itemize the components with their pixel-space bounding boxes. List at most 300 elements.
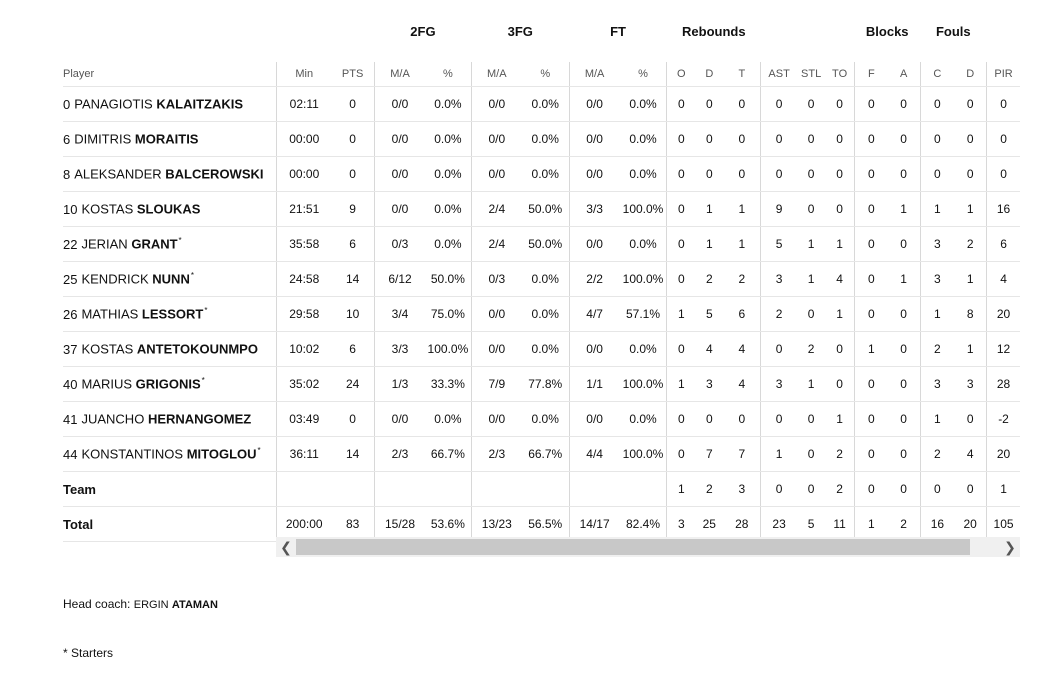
cell-reb-d: 3 xyxy=(695,367,723,402)
cell-fg3-pct: 0.0% xyxy=(522,262,569,297)
cell-pts: 0 xyxy=(331,87,374,122)
cell-min xyxy=(277,472,331,507)
col-3fg-ma: M/A xyxy=(471,62,521,87)
cell-reb-o: 0 xyxy=(667,192,695,227)
cell-to: 0 xyxy=(825,87,854,122)
cell-to: 0 xyxy=(825,332,854,367)
cell-fg3-pct: 77.8% xyxy=(522,367,569,402)
cell-ft-pct: 100.0% xyxy=(620,437,667,472)
cell-fg3-ma: 0/0 xyxy=(471,87,521,122)
player-first-name: ALEKSANDER xyxy=(74,166,162,182)
cell-pts: 10 xyxy=(331,297,374,332)
player-number: 26 xyxy=(63,306,78,322)
head-coach-first-name: ERGIN xyxy=(133,599,169,611)
player-row xyxy=(63,157,1020,192)
cell-pir: 28 xyxy=(987,367,1020,402)
player-first-name: JUANCHO xyxy=(81,411,145,427)
head-coach xyxy=(63,597,218,611)
player-last-name: ANTETOKOUNMPO xyxy=(136,341,258,357)
cell-to: 0 xyxy=(825,192,854,227)
cell-reb-o: 0 xyxy=(667,87,695,122)
cell-reb-d: 1 xyxy=(695,227,723,262)
cell-ast: 1 xyxy=(761,437,797,472)
cell-stl: 0 xyxy=(797,437,825,472)
cell-ft-ma: 0/0 xyxy=(569,122,619,157)
cell-fg2-ma: 6/12 xyxy=(375,262,425,297)
cell-reb-o: 0 xyxy=(667,227,695,262)
cell-foul-d: 4 xyxy=(954,437,986,472)
cell-min: 03:49 xyxy=(277,402,331,437)
player-cell xyxy=(63,437,277,472)
col-reb-t: T xyxy=(723,62,760,87)
cell-reb-t: 3 xyxy=(723,472,760,507)
cell-pir: 4 xyxy=(987,262,1020,297)
cell-stl: 0 xyxy=(797,472,825,507)
scroll-right-arrow-icon[interactable]: ❯ xyxy=(1004,538,1016,555)
cell-ft-pct: 0.0% xyxy=(620,87,667,122)
cell-pir: 0 xyxy=(987,157,1020,192)
cell-min: 200:00 xyxy=(277,507,331,542)
cell-ast: 3 xyxy=(761,262,797,297)
cell-ft-pct: 0.0% xyxy=(620,332,667,367)
cell-fg2-ma: 0/0 xyxy=(375,192,425,227)
player-cell xyxy=(63,332,277,367)
col-2fg-ma: M/A xyxy=(375,62,425,87)
cell-foul-d: 2 xyxy=(954,227,986,262)
col-to: TO xyxy=(825,62,854,87)
player-number: 37 xyxy=(63,341,78,357)
cell-ft-pct: 100.0% xyxy=(620,367,667,402)
scroll-left-arrow-icon[interactable]: ❮ xyxy=(280,538,292,555)
cell-stl: 0 xyxy=(797,297,825,332)
cell-reb-o: 0 xyxy=(667,122,695,157)
cell-foul-d: 0 xyxy=(954,472,986,507)
player-cell xyxy=(63,402,277,437)
cell-blk-a: 0 xyxy=(888,227,920,262)
cell-pir: 0 xyxy=(987,87,1020,122)
cell-pts: 0 xyxy=(331,122,374,157)
cell-blk-a: 0 xyxy=(888,437,920,472)
player-first-name: KOSTAS xyxy=(81,341,134,357)
col-reb-o: O xyxy=(667,62,695,87)
cell-ft-ma: 4/4 xyxy=(569,437,619,472)
cell-foul-c: 3 xyxy=(920,262,954,297)
cell-reb-t: 6 xyxy=(723,297,760,332)
cell-foul-c: 1 xyxy=(920,297,954,332)
cell-ft-ma xyxy=(569,472,619,507)
cell-ft-ma: 0/0 xyxy=(569,87,619,122)
cell-reb-d: 0 xyxy=(695,87,723,122)
cell-fg2-ma: 1/3 xyxy=(375,367,425,402)
player-number: 0 xyxy=(63,96,71,112)
cell-pts: 6 xyxy=(331,332,374,367)
group-rebounds: Rebounds xyxy=(682,23,746,39)
cell-fg2-ma: 2/3 xyxy=(375,437,425,472)
player-cell xyxy=(63,122,277,157)
cell-reb-o: 0 xyxy=(667,157,695,192)
cell-to: 2 xyxy=(825,472,854,507)
cell-stl: 5 xyxy=(797,507,825,542)
player-number: 22 xyxy=(63,236,78,252)
cell-fg2-pct: 53.6% xyxy=(425,507,471,542)
cell-ft-pct: 0.0% xyxy=(620,157,667,192)
player-row xyxy=(63,262,1020,297)
cell-blk-f: 0 xyxy=(854,227,887,262)
team-row xyxy=(63,472,1020,507)
group-2fg: 2FG xyxy=(410,23,436,39)
cell-blk-a: 0 xyxy=(888,367,920,402)
cell-to: 4 xyxy=(825,262,854,297)
cell-stl: 1 xyxy=(797,227,825,262)
player-row xyxy=(63,192,1020,227)
player-last-name: LESSORT xyxy=(141,306,204,322)
player-row xyxy=(63,402,1020,437)
cell-reb-o: 0 xyxy=(667,262,695,297)
cell-fg3-ma: 7/9 xyxy=(471,367,521,402)
player-cell xyxy=(63,87,277,122)
cell-fg3-pct: 0.0% xyxy=(522,332,569,367)
cell-ft-pct: 82.4% xyxy=(620,507,667,542)
player-cell xyxy=(63,157,277,192)
cell-reb-d: 25 xyxy=(695,507,723,542)
player-cell xyxy=(63,262,277,297)
cell-ast: 0 xyxy=(761,472,797,507)
cell-ft-ma: 0/0 xyxy=(569,157,619,192)
cell-ft-pct xyxy=(620,472,667,507)
cell-reb-d: 4 xyxy=(695,332,723,367)
cell-min: 36:11 xyxy=(277,437,331,472)
cell-fg2-pct xyxy=(425,472,471,507)
cell-ft-pct: 0.0% xyxy=(620,402,667,437)
cell-min: 00:00 xyxy=(277,122,331,157)
cell-stl: 0 xyxy=(797,157,825,192)
col-ft-pct: % xyxy=(620,62,667,87)
player-cell xyxy=(63,367,277,402)
cell-reb-d: 7 xyxy=(695,437,723,472)
cell-stl: 2 xyxy=(797,332,825,367)
player-last-name: GRANT xyxy=(131,236,178,252)
column-header-row xyxy=(63,62,1020,87)
player-number: 25 xyxy=(63,271,78,287)
cell-fg2-ma: 0/0 xyxy=(375,402,425,437)
player-number: 40 xyxy=(63,376,78,392)
boxscore-container xyxy=(63,0,1020,542)
cell-fg3-ma: 2/3 xyxy=(471,437,521,472)
cell-blk-a: 0 xyxy=(888,332,920,367)
cell-fg3-pct: 0.0% xyxy=(522,87,569,122)
col-blk-a: A xyxy=(888,62,920,87)
player-number: 10 xyxy=(63,201,78,217)
cell-reb-t: 4 xyxy=(723,332,760,367)
player-number: 8 xyxy=(63,166,71,182)
cell-fg3-pct: 66.7% xyxy=(522,437,569,472)
cell-fg2-pct: 0.0% xyxy=(425,402,471,437)
starter-mark: * xyxy=(201,376,205,386)
player-last-name: BALCEROWSKI xyxy=(165,166,264,182)
boxscore-table xyxy=(63,0,1020,542)
cell-fg2-pct: 0.0% xyxy=(425,122,471,157)
cell-fg3-ma: 0/3 xyxy=(471,262,521,297)
cell-blk-a: 0 xyxy=(888,157,920,192)
player-first-name: MATHIAS xyxy=(81,306,139,322)
cell-foul-d: 0 xyxy=(954,157,986,192)
cell-foul-c: 2 xyxy=(920,437,954,472)
cell-ast: 2 xyxy=(761,297,797,332)
team-label: Team xyxy=(63,472,277,507)
cell-reb-d: 0 xyxy=(695,402,723,437)
cell-reb-t: 0 xyxy=(723,122,760,157)
cell-fg3-ma: 0/0 xyxy=(471,402,521,437)
cell-foul-d: 8 xyxy=(954,297,986,332)
cell-reb-o: 3 xyxy=(667,507,695,542)
cell-blk-f: 0 xyxy=(854,367,887,402)
cell-min: 35:58 xyxy=(277,227,331,262)
cell-reb-d: 1 xyxy=(695,192,723,227)
scrollbar-thumb[interactable] xyxy=(296,539,970,555)
col-reb-d: D xyxy=(695,62,723,87)
cell-foul-d: 1 xyxy=(954,262,986,297)
cell-foul-c: 16 xyxy=(920,507,954,542)
cell-fg2-ma: 3/4 xyxy=(375,297,425,332)
cell-ast: 0 xyxy=(761,157,797,192)
player-first-name: JERIAN xyxy=(81,236,128,252)
cell-foul-d: 3 xyxy=(954,367,986,402)
player-last-name: GRIGONIS xyxy=(135,376,201,392)
cell-blk-a: 0 xyxy=(888,472,920,507)
player-number: 44 xyxy=(63,446,78,462)
cell-ast: 3 xyxy=(761,367,797,402)
cell-reb-d: 2 xyxy=(695,472,723,507)
cell-stl: 0 xyxy=(797,402,825,437)
starter-mark: * xyxy=(190,271,194,281)
cell-blk-a: 2 xyxy=(888,507,920,542)
total-label: Total xyxy=(63,507,277,542)
cell-foul-c: 1 xyxy=(920,402,954,437)
cell-fg2-ma: 3/3 xyxy=(375,332,425,367)
cell-foul-c: 0 xyxy=(920,122,954,157)
cell-foul-d: 1 xyxy=(954,332,986,367)
cell-fg3-pct: 0.0% xyxy=(522,157,569,192)
cell-foul-c: 2 xyxy=(920,332,954,367)
cell-reb-t: 28 xyxy=(723,507,760,542)
cell-fg2-pct: 50.0% xyxy=(425,262,471,297)
cell-reb-d: 0 xyxy=(695,122,723,157)
cell-ft-ma: 0/0 xyxy=(569,227,619,262)
cell-foul-c: 0 xyxy=(920,472,954,507)
col-2fg-pct: % xyxy=(425,62,471,87)
cell-fg2-ma xyxy=(375,472,425,507)
cell-ft-pct: 0.0% xyxy=(620,122,667,157)
starter-mark: * xyxy=(178,236,182,246)
cell-pir: 20 xyxy=(987,297,1020,332)
cell-blk-f: 0 xyxy=(854,262,887,297)
cell-fg3-ma: 13/23 xyxy=(471,507,521,542)
cell-reb-t: 2 xyxy=(723,262,760,297)
player-row xyxy=(63,87,1020,122)
player-first-name: KOSTAS xyxy=(81,201,134,217)
cell-to: 0 xyxy=(825,122,854,157)
col-foul-d: D xyxy=(954,62,986,87)
cell-pts: 6 xyxy=(331,227,374,262)
cell-blk-a: 0 xyxy=(888,402,920,437)
cell-to: 2 xyxy=(825,437,854,472)
cell-fg3-pct: 50.0% xyxy=(522,227,569,262)
cell-to: 1 xyxy=(825,402,854,437)
group-3fg: 3FG xyxy=(507,23,533,39)
cell-reb-d: 2 xyxy=(695,262,723,297)
cell-to: 1 xyxy=(825,227,854,262)
cell-ft-pct: 0.0% xyxy=(620,227,667,262)
boxscore-body xyxy=(63,87,1020,542)
cell-fg2-pct: 0.0% xyxy=(425,192,471,227)
starters-footnote: * Starters xyxy=(63,646,114,660)
cell-blk-f: 0 xyxy=(854,157,887,192)
cell-ast: 0 xyxy=(761,332,797,367)
player-first-name: PANAGIOTIS xyxy=(74,96,153,112)
cell-ast: 9 xyxy=(761,192,797,227)
col-foul-c: C xyxy=(920,62,954,87)
cell-ft-ma: 4/7 xyxy=(569,297,619,332)
player-cell xyxy=(63,227,277,262)
player-row xyxy=(63,437,1020,472)
player-last-name: SLOUKAS xyxy=(136,201,201,217)
cell-blk-a: 0 xyxy=(888,297,920,332)
player-last-name: MORAITIS xyxy=(134,131,199,147)
cell-min: 35:02 xyxy=(277,367,331,402)
player-row xyxy=(63,227,1020,262)
cell-foul-d: 0 xyxy=(954,122,986,157)
cell-fg2-pct: 0.0% xyxy=(425,157,471,192)
cell-reb-t: 1 xyxy=(723,192,760,227)
cell-reb-o: 1 xyxy=(667,367,695,402)
col-player: Player xyxy=(63,62,277,87)
col-pir: PIR xyxy=(987,62,1020,87)
cell-stl: 0 xyxy=(797,192,825,227)
cell-foul-c: 3 xyxy=(920,227,954,262)
player-row xyxy=(63,297,1020,332)
horizontal-scrollbar[interactable] xyxy=(276,537,1020,557)
cell-fg2-ma: 0/0 xyxy=(375,157,425,192)
starter-mark: * xyxy=(257,446,261,456)
cell-reb-o: 1 xyxy=(667,472,695,507)
cell-min: 21:51 xyxy=(277,192,331,227)
cell-reb-o: 1 xyxy=(667,297,695,332)
cell-fg3-ma: 0/0 xyxy=(471,332,521,367)
player-cell xyxy=(63,297,277,332)
cell-blk-f: 0 xyxy=(854,402,887,437)
cell-pts: 83 xyxy=(331,507,374,542)
cell-fg3-ma: 2/4 xyxy=(471,227,521,262)
cell-to: 0 xyxy=(825,367,854,402)
cell-to: 1 xyxy=(825,297,854,332)
cell-pts: 9 xyxy=(331,192,374,227)
cell-blk-f: 0 xyxy=(854,122,887,157)
cell-pts xyxy=(331,472,374,507)
cell-blk-f: 0 xyxy=(854,297,887,332)
cell-fg3-pct: 56.5% xyxy=(522,507,569,542)
cell-blk-a: 1 xyxy=(888,192,920,227)
cell-fg3-ma: 0/0 xyxy=(471,297,521,332)
cell-reb-t: 7 xyxy=(723,437,760,472)
cell-foul-c: 0 xyxy=(920,87,954,122)
player-first-name: KONSTANTINOS xyxy=(81,446,184,462)
col-ast: AST xyxy=(761,62,797,87)
cell-pts: 14 xyxy=(331,262,374,297)
cell-pir: 1 xyxy=(987,472,1020,507)
cell-fg3-pct: 0.0% xyxy=(522,402,569,437)
col-ft-ma: M/A xyxy=(569,62,619,87)
player-row xyxy=(63,122,1020,157)
cell-ast: 0 xyxy=(761,122,797,157)
cell-fg2-pct: 0.0% xyxy=(425,87,471,122)
col-stl: STL xyxy=(797,62,825,87)
cell-blk-a: 0 xyxy=(888,87,920,122)
cell-blk-a: 0 xyxy=(888,122,920,157)
cell-reb-t: 4 xyxy=(723,367,760,402)
cell-blk-f: 0 xyxy=(854,472,887,507)
cell-ast: 0 xyxy=(761,87,797,122)
group-header-row xyxy=(63,0,1020,62)
cell-stl: 1 xyxy=(797,262,825,297)
cell-reb-t: 0 xyxy=(723,402,760,437)
cell-ft-pct: 57.1% xyxy=(620,297,667,332)
cell-blk-f: 1 xyxy=(854,332,887,367)
head-coach-last-name: ATAMAN xyxy=(171,599,218,611)
cell-stl: 0 xyxy=(797,122,825,157)
cell-ft-ma: 2/2 xyxy=(569,262,619,297)
group-fouls: Fouls xyxy=(935,23,971,39)
player-first-name: DIMITRIS xyxy=(74,131,132,147)
cell-foul-c: 0 xyxy=(920,157,954,192)
player-number: 41 xyxy=(63,411,78,427)
cell-reb-t: 1 xyxy=(723,227,760,262)
cell-pts: 24 xyxy=(331,367,374,402)
cell-fg3-pct: 0.0% xyxy=(522,297,569,332)
cell-to: 11 xyxy=(825,507,854,542)
cell-pir: 6 xyxy=(987,227,1020,262)
cell-ft-ma: 0/0 xyxy=(569,332,619,367)
cell-reb-t: 0 xyxy=(723,87,760,122)
cell-reb-t: 0 xyxy=(723,157,760,192)
col-blk-f: F xyxy=(854,62,887,87)
group-blocks: Blocks xyxy=(865,23,909,39)
cell-pir: 0 xyxy=(987,122,1020,157)
cell-reb-o: 0 xyxy=(667,332,695,367)
cell-to: 0 xyxy=(825,157,854,192)
cell-ast: 23 xyxy=(761,507,797,542)
cell-fg2-ma: 0/3 xyxy=(375,227,425,262)
player-row xyxy=(63,367,1020,402)
cell-foul-d: 1 xyxy=(954,192,986,227)
cell-foul-c: 3 xyxy=(920,367,954,402)
cell-foul-c: 1 xyxy=(920,192,954,227)
cell-foul-d: 0 xyxy=(954,87,986,122)
cell-fg3-ma xyxy=(471,472,521,507)
cell-min: 29:58 xyxy=(277,297,331,332)
cell-fg2-ma: 15/28 xyxy=(375,507,425,542)
cell-pir: 16 xyxy=(987,192,1020,227)
player-first-name: MARIUS xyxy=(81,376,133,392)
cell-ast: 5 xyxy=(761,227,797,262)
cell-fg3-ma: 0/0 xyxy=(471,157,521,192)
cell-blk-f: 1 xyxy=(854,507,887,542)
cell-pir: -2 xyxy=(987,402,1020,437)
cell-blk-f: 0 xyxy=(854,437,887,472)
cell-reb-o: 0 xyxy=(667,402,695,437)
head-coach-label: Head coach: xyxy=(63,597,131,611)
cell-reb-d: 0 xyxy=(695,157,723,192)
group-ft: FT xyxy=(610,23,626,39)
